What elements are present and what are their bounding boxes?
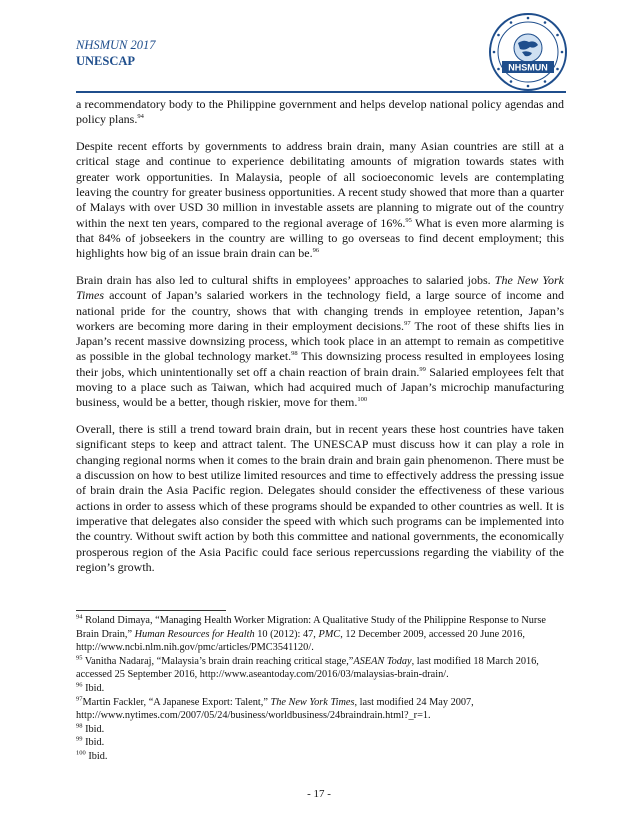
text-run: Brain drain has also led to cultural shifts in employees’ approaches to salaried jobs.	[76, 272, 495, 287]
text-run: Ibid.	[82, 682, 105, 694]
footnote-ref: 94	[137, 113, 144, 121]
italic-title: The New York Times	[270, 696, 355, 708]
footnote-number: 97	[76, 695, 83, 703]
footnote-divider	[76, 610, 226, 611]
text-run: , last modified 18 March 2016, accessed 25 September 2016, http://www.aseantoday.com/2016/03/malaysias-brain-drain/.	[76, 655, 539, 681]
text-run: This downsizing process resulted in employees losing their jobs, which unintentionally set off a chain reaction of brain drain.	[76, 349, 564, 379]
paragraph	[76, 139, 564, 261]
italic-title: Human Resources for Health	[134, 628, 255, 640]
text-run: account of Japan’s salaried workers in the technology field, a large source of income and national pride for the country, shows that with changing trends in employee retention, Japan’s workers are becoming more daring in their employment decisions.	[76, 288, 564, 333]
header-divider	[76, 91, 566, 93]
footnote-number: 99	[76, 735, 83, 743]
text-run: Ibid.	[85, 750, 108, 762]
footnote-ref: 99	[419, 365, 426, 373]
text-run: 10 (2012): 47,	[254, 628, 319, 640]
text-run: Ibid.	[82, 737, 105, 749]
conference-name: NHSMUN 2017	[76, 38, 156, 52]
footnote	[76, 614, 566, 655]
nhsmun-logo	[488, 12, 568, 92]
body-text	[76, 97, 564, 587]
footnote	[76, 736, 566, 750]
text-run: Vanitha Nadaraj, “Malaysia’s brain drain reaching critical stage,”	[82, 655, 354, 667]
footnote	[76, 750, 566, 764]
text-run: Martin Fackler, “A Japanese Export: Talent,”	[82, 696, 271, 708]
footnote-number: 94	[76, 613, 83, 621]
footnote-ref: 100	[357, 396, 368, 404]
footnote	[76, 655, 566, 682]
footnote	[76, 723, 566, 737]
text-run: Salaried employees felt that moving to a place such as Taiwan, which had acquired much of Japan’s microchip manufacturing business, would be a better, though riskier, move for them.	[76, 364, 564, 410]
footnote-ref: 97	[404, 319, 411, 327]
page-number: - 17 -	[307, 788, 331, 800]
logo-text: NHSMUN	[508, 62, 548, 73]
text-run: What is even more alarming is that 84% of jobseekers in the country are willing to go overseas to find decent employment; this highlights how big of an issue brain drain can be.	[76, 215, 564, 261]
footnote-number: 95	[76, 654, 83, 662]
paragraph	[76, 97, 564, 128]
footnote-number: 96	[76, 681, 83, 689]
footnote-ref: 98	[291, 350, 298, 358]
italic-title: The New York Times	[76, 272, 565, 303]
text-run: Ibid.	[82, 723, 105, 735]
text-run: a recommendatory body to the Philippine government and helps develop national policy agendas and policy plans.	[76, 97, 564, 127]
footnote-ref: 95	[405, 216, 412, 224]
text-run: The root of these shifts lies in Japan’s recent massive downsizing process, which took place in an attempt to remain as competitive as possible in the global technology market.	[76, 318, 564, 364]
page-header	[76, 38, 156, 69]
footnote-ref: 96	[312, 247, 320, 255]
text-run: Overall, there is still a trend toward brain drain, but in recent years these host countries have taken significant steps to keep and attract talent. The UNESCAP must discuss how it can play a role in changing regional norms when it comes to the brain drain and brain gain phenomenon. There must be a discussion on how to best utilize limited resources and time to effectively address the pressing issue of brain drain the Asia Pacific region. Delegates should consider the effectiveness of these various actions in order to assess which of these programs should be expanded to other countries as well. It is imperative that delegates also consider the speed with which such programs can be implemented into the country. Without swift action by both this committee and national governments, the economically prosperous region of the Asia Pacific could face serious repercussions regarding the viability of the region’s growth.	[76, 422, 564, 574]
committee-name: UNESCAP	[76, 54, 136, 68]
paragraph	[76, 422, 564, 575]
italic-title: PMC	[318, 628, 341, 640]
text-run: Despite recent efforts by governments to address brain drain, many Asian countries are still at a critical stage and continue to experience debilitating amounts of migration towards states with greater work opportunities. In Malaysia, people of all socioeconomic levels are contemplating leaving the country for greater business opportunities. A recent study showed that more than a quarter of Malays with over USD 30 million in investable assets are planning to migrate out of the country within the next ten years, compared to the regional average of 16%.	[76, 139, 564, 230]
footnotes	[76, 614, 566, 764]
italic-title: ASEAN Today	[353, 655, 412, 667]
footnote-number: 98	[76, 722, 83, 730]
footnote	[76, 682, 566, 696]
text-run: , last modified 24 May 2007, http://www.nytimes.com/2007/05/24/business/worldbusiness/24braindrain.html?_r=1.	[76, 696, 474, 722]
text-run: Roland Dimaya, “Managing Health Worker Migration: A Qualitative Study of the Philippine Response to Nurse Brain Drain,”	[76, 615, 546, 640]
paragraph	[76, 273, 564, 411]
text-run: , 12 December 2009, accessed 20 June 2016, http://www.ncbi.nlm.nih.gov/pmc/articles/PMC3541120/.	[76, 628, 525, 654]
footnote	[76, 696, 566, 723]
footnote-number: 100	[76, 749, 86, 757]
